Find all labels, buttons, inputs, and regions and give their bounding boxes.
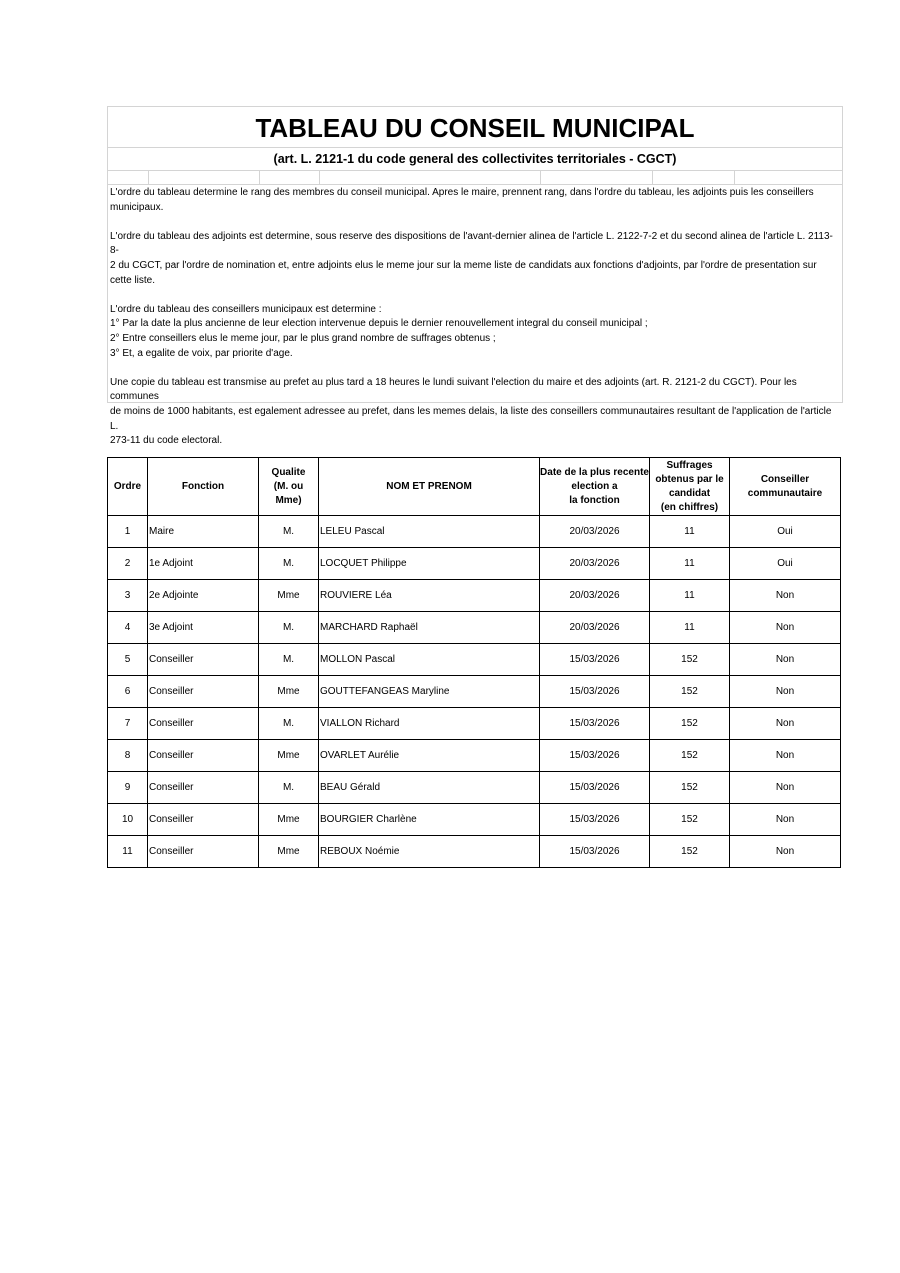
table-body: [108, 516, 841, 868]
table-row: [108, 836, 841, 868]
cell-date-election: 20/03/2026: [540, 516, 650, 548]
cell-nom-prenom: MARCHARD Raphaël: [319, 612, 540, 644]
cell-conseiller-communautaire: Non: [730, 612, 841, 644]
header-qualite: Qualite (M. ou Mme): [259, 458, 319, 516]
cell-date-election: 15/03/2026: [540, 740, 650, 772]
cell-qualite: M.: [259, 612, 319, 644]
cell-qualite: Mme: [259, 740, 319, 772]
cell-fonction: Conseiller: [148, 676, 259, 708]
cell-ordre: 7: [108, 708, 148, 740]
cell-nom-prenom: BEAU Gérald: [319, 772, 540, 804]
cell-qualite: M.: [259, 516, 319, 548]
cell-ordre: 6: [108, 676, 148, 708]
cell-ordre: 11: [108, 836, 148, 868]
paragraph-adjoints: L'ordre du tableau des adjoints est determine, sous reserve des dispositions de l'avant-dernier alinea de l'article L. 2122-7-2 et du second alinea de l'article L. 2113-8- 2 du CGCT, par l'ordre de nomination et, entre adjoints elus le meme jour sur la meme liste de candidats aux fonctions d'adjoints, par l'ordre de presentation sur cette liste.: [110, 230, 833, 286]
cell-conseiller-communautaire: Non: [730, 708, 841, 740]
cell-qualite: Mme: [259, 836, 319, 868]
cell-suffrages: 152: [650, 676, 730, 708]
cell-fonction: Conseiller: [148, 804, 259, 836]
table-row: [108, 676, 841, 708]
cell-conseiller-communautaire: Non: [730, 836, 841, 868]
council-table: [107, 457, 841, 868]
cell-date-election: 20/03/2026: [540, 548, 650, 580]
cell-suffrages: 11: [650, 516, 730, 548]
table-row: [108, 548, 841, 580]
cell-fonction: Conseiller: [148, 772, 259, 804]
cell-ordre: 3: [108, 580, 148, 612]
header-date-election: Date de la plus recente election a la fonction: [540, 458, 650, 516]
cell-conseiller-communautaire: Non: [730, 740, 841, 772]
cell-qualite: M.: [259, 772, 319, 804]
header-suffrages: Suffrages obtenus par le candidat (en chiffres): [650, 458, 730, 516]
header-nom-prenom: NOM ET PRENOM: [319, 458, 540, 516]
cell-conseiller-communautaire: Non: [730, 580, 841, 612]
cell-fonction: Conseiller: [148, 836, 259, 868]
page-subtitle: (art. L. 2121-1 du code general des collectivites territoriales - CGCT): [108, 148, 842, 171]
cell-conseiller-communautaire: Non: [730, 804, 841, 836]
cell-date-election: 20/03/2026: [540, 580, 650, 612]
cell-date-election: 15/03/2026: [540, 708, 650, 740]
intro-text: [110, 186, 840, 449]
table-row: [108, 516, 841, 548]
cell-fonction: Conseiller: [148, 740, 259, 772]
table-row: [108, 804, 841, 836]
cell-qualite: M.: [259, 548, 319, 580]
cell-ordre: 9: [108, 772, 148, 804]
cell-fonction: 2e Adjointe: [148, 580, 259, 612]
cell-fonction: Conseiller: [148, 708, 259, 740]
cell-conseiller-communautaire: Non: [730, 676, 841, 708]
table-row: [108, 772, 841, 804]
cell-suffrages: 152: [650, 836, 730, 868]
cell-ordre: 4: [108, 612, 148, 644]
cell-qualite: M.: [259, 644, 319, 676]
cell-suffrages: 152: [650, 740, 730, 772]
paragraph-conseillers: L'ordre du tableau des conseillers municipaux est determine : 1° Par la date la plus ancienne de leur election intervenue depuis le dernier renouvellement integral du conseil municipal ; 2° Entre conseillers elus le meme jour, par le plus grand nombre de suffrages obtenus ; 3° Et, a egalite de voix, par priorite d'age.: [110, 303, 648, 359]
cell-fonction: Maire: [148, 516, 259, 548]
table-row: [108, 740, 841, 772]
paragraph-rank: L'ordre du tableau determine le rang des membres du conseil municipal. Apres le maire, prennent rang, dans l'ordre du tableau, les adjoints puis les conseillers municipaux.: [110, 187, 814, 213]
cell-date-election: 15/03/2026: [540, 772, 650, 804]
cell-ordre: 5: [108, 644, 148, 676]
cell-fonction: 3e Adjoint: [148, 612, 259, 644]
cell-suffrages: 11: [650, 612, 730, 644]
paragraph-prefet: Une copie du tableau est transmise au prefet au plus tard a 18 heures le lundi suivant l'election du maire et des adjoints (art. R. 2121-2 du CGCT). Pour les communes de moins de 1000 habitants, est egalement adressee au prefet, dans les memes delais, la liste des conseillers communautaires resultant de l'application de l'article L. 273-11 du code electoral.: [110, 376, 832, 447]
table-row: [108, 580, 841, 612]
cell-fonction: Conseiller: [148, 644, 259, 676]
cell-conseiller-communautaire: Non: [730, 772, 841, 804]
cell-nom-prenom: REBOUX Noémie: [319, 836, 540, 868]
header-box: [107, 106, 843, 447]
spreadsheet-grid-row: [108, 171, 842, 185]
table-row: [108, 708, 841, 740]
cell-suffrages: 152: [650, 708, 730, 740]
cell-ordre: 1: [108, 516, 148, 548]
cell-fonction: 1e Adjoint: [148, 548, 259, 580]
table-row: [108, 612, 841, 644]
cell-qualite: Mme: [259, 676, 319, 708]
cell-nom-prenom: GOUTTEFANGEAS Maryline: [319, 676, 540, 708]
cell-date-election: 15/03/2026: [540, 676, 650, 708]
cell-nom-prenom: OVARLET Aurélie: [319, 740, 540, 772]
cell-nom-prenom: LELEU Pascal: [319, 516, 540, 548]
cell-suffrages: 152: [650, 772, 730, 804]
cell-conseiller-communautaire: Non: [730, 644, 841, 676]
cell-qualite: Mme: [259, 580, 319, 612]
cell-date-election: 15/03/2026: [540, 644, 650, 676]
cell-suffrages: 11: [650, 580, 730, 612]
table-header-row: [108, 458, 841, 516]
cell-date-election: 15/03/2026: [540, 836, 650, 868]
table-row: [108, 644, 841, 676]
cell-conseiller-communautaire: Oui: [730, 548, 841, 580]
cell-nom-prenom: ROUVIERE Léa: [319, 580, 540, 612]
cell-date-election: 20/03/2026: [540, 612, 650, 644]
cell-suffrages: 152: [650, 644, 730, 676]
cell-nom-prenom: VIALLON Richard: [319, 708, 540, 740]
cell-conseiller-communautaire: Oui: [730, 516, 841, 548]
page-title: TABLEAU DU CONSEIL MUNICIPAL: [108, 107, 842, 148]
header-conseiller-communautaire: Conseiller communautaire: [730, 458, 841, 516]
header-fonction: Fonction: [148, 458, 259, 516]
cell-ordre: 10: [108, 804, 148, 836]
cell-ordre: 2: [108, 548, 148, 580]
cell-ordre: 8: [108, 740, 148, 772]
cell-nom-prenom: BOURGIER Charlène: [319, 804, 540, 836]
cell-qualite: Mme: [259, 804, 319, 836]
cell-suffrages: 152: [650, 804, 730, 836]
cell-nom-prenom: LOCQUET Philippe: [319, 548, 540, 580]
cell-qualite: M.: [259, 708, 319, 740]
cell-date-election: 15/03/2026: [540, 804, 650, 836]
header-ordre: Ordre: [108, 458, 148, 516]
cell-suffrages: 11: [650, 548, 730, 580]
cell-nom-prenom: MOLLON Pascal: [319, 644, 540, 676]
